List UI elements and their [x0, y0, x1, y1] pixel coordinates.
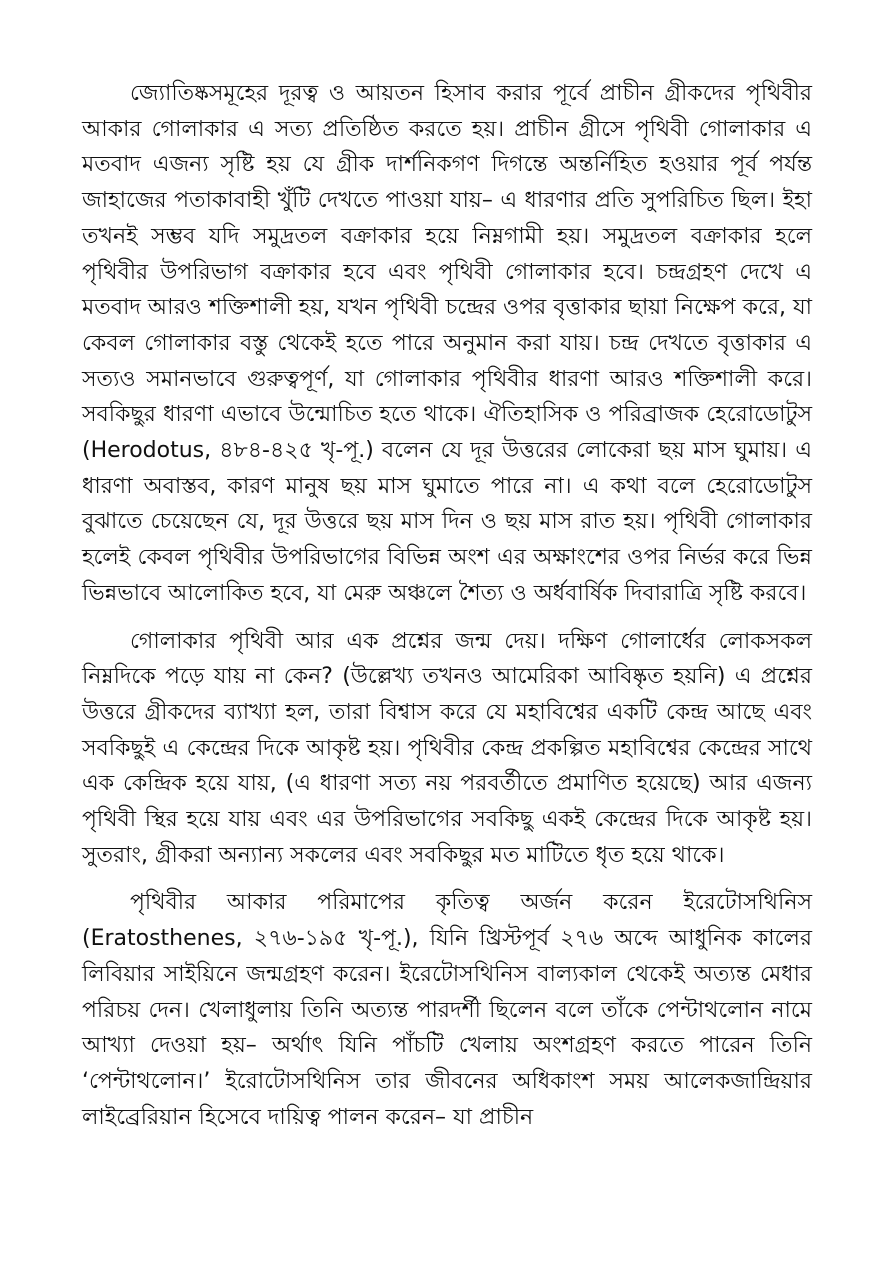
- paragraph-earth-shape: জ্যোতিষ্কসমূহের দূরত্ব ও আয়তন হিসাব করার পূর্বে প্রাচীন গ্রীকদের পৃথিবীর আকার গোলাকার এ সত্য প্রতিষ্ঠিত করতে হয়। প্রাচীন গ্রীসে পৃথিবী গোলাকার এ মতবাদ এজন্য সৃষ্টি হয় যে গ্রীক দার্শনিকগণ দিগন্তে অন্তর্নিহিত হওয়ার পূর্ব পর্যন্ত জাহাজের পতাকাবাহী খুঁটি দেখতে পাওয়া যায়– এ ধারণার প্রতি সুপরিচিত ছিল। ইহা তখনই সম্ভব যদি সমুদ্রতল বক্রাকার হয়ে নিম্নগামী হয়। সমুদ্রতল বক্রাকার হলে পৃথিবীর উপরিভাগ বক্রাকার হবে এবং পৃথিবী গোলাকার হবে। চন্দ্রগ্রহণ দেখে এ মতবাদ আরও শক্তিশালী হয়, যখন পৃথিবী চন্দ্রের ওপর বৃত্তাকার ছায়া নিক্ষেপ করে, যা কেবল গোলাকার বস্তু থেকেই হতে পারে অনুমান করা যায়। চন্দ্র দেখতে বৃত্তাকার এ সত্যও সমানভাবে গুরুত্বপূর্ণ, যা গোলাকার পৃথিবীর ধারণা আরও শক্তিশালী করে। সবকিছুর ধারণা এভাবে উন্মোচিত হতে থাকে। ঐতিহাসিক ও পরিব্রাজক হেরোডোটুস (Herodotus, ৪৮৪-৪২৫ খৃ-পূ.) বলেন যে দূর উত্তরের লোকেরা ছয় মাস ঘুমায়। এ ধারণা অবাস্তব, কারণ মানুষ ছয় মাস ঘুমাতে পারে না। এ কথা বলে হেরোডোটুস বুঝাতে চেয়েছেন যে, দূর উত্তরে ছয় মাস দিন ও ছয় মাস রাত হয়। পৃথিবী গোলাকার হলেই কেবল পৃথিবীর উপরিভাগের বিভিন্ন অংশ এর অক্ষাংশের ওপর নির্ভর করে ভিন্ন ভিন্নভাবে আলোকিত হবে, যা মেরু অঞ্চলে শৈত্য ও অর্ধবার্ষিক দিবারাত্রি সৃষ্টি করবে।: [82, 81, 812, 606]
- paragraph-gravity-question: গোলাকার পৃথিবী আর এক প্রশ্নের জন্ম দেয়। দক্ষিণ গোলার্ধের লোকসকল নিম্নদিকে পড়ে যায় না কেন? (উল্লেখ্য তখনও আমেরিকা আবিষ্কৃত হয়নি) এ প্রশ্নের উত্তরে গ্রীকদের ব্যাখ্যা হল, তারা বিশ্বাস করে যে মহাবিশ্বের একটি কেন্দ্র আছে এবং সবকিছুই এ কেন্দ্রের দিকে আকৃষ্ট হয়। পৃথিবীর কেন্দ্র প্রকল্পিত মহাবিশ্বের কেন্দ্রের সাথে এক কেন্দ্রিক হয়ে যায়, (এ ধারণা সত্য নয় পরবর্তীতে প্রমাণিত হয়েছে) আর এজন্য পৃথিবী স্থির হয়ে যায় এবং এর উপরিভাগের সবকিছু একই কেন্দ্রের দিকে আকৃষ্ট হয়। সুতরাং, গ্রীকরা অন্যান্য সকলের এবং সবকিছুর মত মাটিতে ধৃত হয়ে থাকে।: [82, 628, 812, 868]
- document-page: [82, 76, 812, 1135]
- paragraph-eratosthenes: পৃথিবীর আকার পরিমাপের কৃতিত্ব অর্জন করেন ইরেটোসথিনিস (Eratosthenes, ২৭৬-১৯৫ খৃ-পূ.), যিনি খ্রিস্টপূর্ব ২৭৬ অব্দে আধুনিক কালের লিবিয়ার সাইয়িনে জন্মগ্রহণ করেন। ইরেটোসথিনিস বাল্যকাল থেকেই অত্যন্ত মেধার পরিচয় দেন। খেলাধুলায় তিনি অত্যন্ত পারদর্শী ছিলেন বলে তাঁকে পেন্টাথলোন নামে আখ্যা দেওয়া হয়– অর্থাৎ যিনি পাঁচটি খেলায় অংশগ্রহণ করতে পারেন তিনি ‘পেন্টাথলোন।’ ইরোটোসথিনিস তার জীবনের অধিকাংশ সময় আলেকজান্দ্রিয়ার লাইব্রেরিয়ান হিসেবে দায়িত্ব পালন করেন– যা প্রাচীন: [82, 890, 812, 1130]
